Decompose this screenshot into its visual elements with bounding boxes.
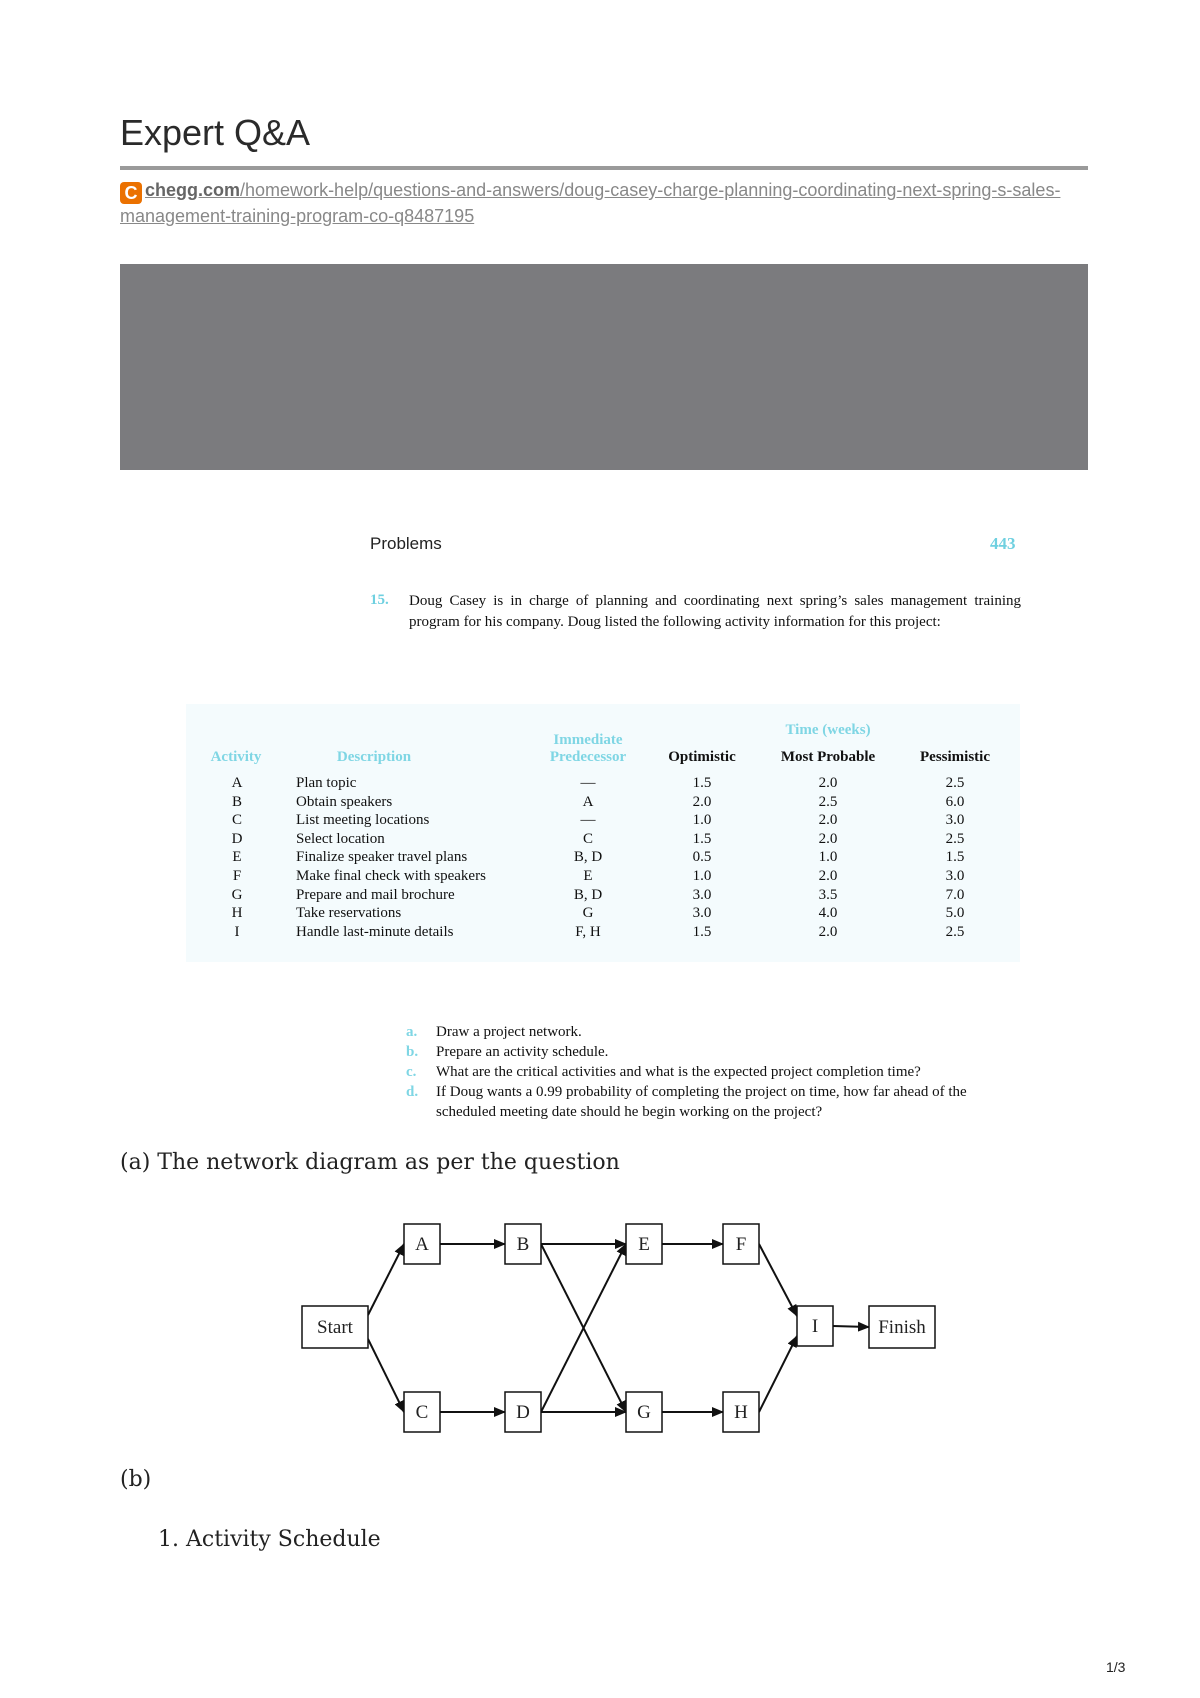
question-text: Prepare an activity schedule. xyxy=(436,1044,609,1060)
table-cell-description: Obtain speakers xyxy=(296,793,393,810)
col-header-time-group: Time (weeks) xyxy=(785,722,871,738)
table-cell-optimistic: 1.0 xyxy=(692,812,712,829)
problem-text: Doug Casey is in charge of planning and coordinating next spring’s sales management training program for his company. Doug listed the following activity information for this project: xyxy=(409,593,1021,630)
node-label: A xyxy=(415,1234,429,1255)
table-cell-most-probable: 2.0 xyxy=(818,830,838,847)
table-cell-optimistic: 2.0 xyxy=(692,793,712,810)
table-cell-most-probable: 2.0 xyxy=(818,812,838,829)
table-cell-optimistic: 1.5 xyxy=(692,775,712,791)
table-cell-predecessor: B, D xyxy=(573,886,603,903)
page-indicator: 1/3 xyxy=(1106,1659,1126,1675)
col-header-predecessor-line1: Immediate xyxy=(553,732,623,748)
table-cell-most-probable: 3.5 xyxy=(818,886,838,903)
table-cell-predecessor: F, H xyxy=(575,923,601,940)
table-cell-description: Prepare and mail brochure xyxy=(296,886,455,903)
part-a-heading: (a) The network diagram as per the question xyxy=(120,1150,620,1175)
table-cell-activity: G xyxy=(231,886,243,903)
table-cell-predecessor: — xyxy=(580,775,596,791)
table-cell-predecessor: A xyxy=(582,793,594,810)
scan-page-number: 443 xyxy=(990,534,1016,553)
node-c xyxy=(404,1392,440,1432)
node-label: H xyxy=(734,1402,748,1423)
table-cell-pessimistic: 3.0 xyxy=(945,867,965,884)
chegg-icon: C xyxy=(120,182,142,204)
table-cell-activity: I xyxy=(234,923,240,940)
table-cell-most-probable: 2.5 xyxy=(818,793,838,810)
table-cell-description: Handle last-minute details xyxy=(296,923,454,940)
source-path: /homework-help/questions-and-answers/doug-casey-charge-planning-coordinating-next-spring-s-sales-management-training-program-co-q8487195 xyxy=(120,180,1061,226)
table-cell-activity: H xyxy=(231,905,243,922)
col-header-predecessor-line2: Predecessor xyxy=(549,749,627,765)
table-cell-optimistic: 3.0 xyxy=(692,886,712,903)
node-label: Start xyxy=(317,1317,353,1338)
table-cell-most-probable: 2.0 xyxy=(818,923,838,940)
table-cell-pessimistic: 5.0 xyxy=(945,905,965,922)
table-cell-description: Select location xyxy=(296,830,385,847)
table-cell-optimistic: 1.5 xyxy=(692,830,712,847)
node-label: B xyxy=(516,1234,530,1255)
part-b-heading: (b) xyxy=(120,1467,152,1492)
table-cell-description: List meeting locations xyxy=(296,812,430,829)
table-cell-predecessor: G xyxy=(582,905,594,922)
table-cell-most-probable: 2.0 xyxy=(818,775,838,791)
node-i xyxy=(797,1306,833,1346)
node-start xyxy=(302,1306,368,1348)
node-label: F xyxy=(735,1234,747,1255)
question-letter: a. xyxy=(406,1024,418,1040)
table-cell-pessimistic: 1.5 xyxy=(945,849,965,866)
table-cell-predecessor: B, D xyxy=(573,849,603,866)
table-cell-description: Finalize speaker travel plans xyxy=(296,849,468,866)
col-header-description: Description xyxy=(336,749,412,765)
activity-schedule-heading: 1. Activity Schedule xyxy=(158,1527,381,1552)
page-title: Expert Q&A xyxy=(120,112,311,153)
table-cell-predecessor: E xyxy=(583,867,593,884)
table-cell-optimistic: 1.5 xyxy=(692,923,712,940)
table-cell-most-probable: 4.0 xyxy=(818,905,838,922)
table-cell-pessimistic: 2.5 xyxy=(945,775,965,791)
node-d xyxy=(505,1392,541,1432)
node-label: E xyxy=(638,1234,650,1255)
col-header-optimistic: Optimistic xyxy=(668,749,736,765)
table-cell-activity: F xyxy=(232,867,242,884)
node-label: D xyxy=(516,1402,530,1423)
table-cell-optimistic: 1.0 xyxy=(692,867,712,884)
edge-start-to-a xyxy=(368,1244,404,1315)
table-cell-predecessor: — xyxy=(580,812,596,829)
node-h xyxy=(723,1392,759,1432)
table-cell-most-probable: 1.0 xyxy=(818,849,838,866)
table-cell-activity: D xyxy=(231,830,243,847)
scan-section-label: Problems xyxy=(370,534,442,553)
table-cell-activity: E xyxy=(232,849,242,866)
problem-number: 15. xyxy=(370,592,389,608)
node-label: I xyxy=(811,1316,819,1337)
question-text: If Doug wants a 0.99 probability of completing the project on time, how far ahead of the scheduled meeting date should he begin working on the project? xyxy=(436,1084,967,1120)
col-header-activity: Activity xyxy=(210,749,262,765)
node-e xyxy=(626,1224,662,1264)
table-cell-pessimistic: 3.0 xyxy=(945,812,965,829)
table-cell-description: Take reservations xyxy=(296,905,402,922)
node-finish xyxy=(869,1306,935,1348)
table-cell-activity: C xyxy=(231,812,242,829)
source-domain: chegg.com xyxy=(145,180,241,200)
node-g xyxy=(626,1392,662,1432)
node-label: G xyxy=(637,1402,651,1423)
table-cell-pessimistic: 6.0 xyxy=(945,793,965,810)
edge-h-to-i xyxy=(759,1336,797,1412)
table-cell-pessimistic: 7.0 xyxy=(945,886,965,903)
question-text: Draw a project network. xyxy=(436,1024,582,1040)
table-cell-activity: A xyxy=(231,775,243,791)
node-b xyxy=(505,1224,541,1264)
node-f xyxy=(723,1224,759,1264)
edge-i-to-finish xyxy=(833,1326,869,1327)
question-text: What are the critical activities and what is the expected project completion time? xyxy=(436,1064,921,1080)
col-header-most-probable: Most Probable xyxy=(780,749,876,765)
question-letter: b. xyxy=(406,1044,419,1060)
col-header-pessimistic: Pessimistic xyxy=(920,749,990,765)
node-label: C xyxy=(415,1402,429,1423)
table-cell-most-probable: 2.0 xyxy=(818,867,838,884)
node-label: Finish xyxy=(878,1317,926,1338)
table-cell-description: Plan topic xyxy=(296,775,357,791)
table-cell-optimistic: 3.0 xyxy=(692,905,712,922)
node-a xyxy=(404,1224,440,1264)
table-cell-pessimistic: 2.5 xyxy=(945,923,965,940)
table-cell-activity: B xyxy=(231,793,242,810)
edge-start-to-c xyxy=(368,1339,404,1412)
table-cell-pessimistic: 2.5 xyxy=(945,830,965,847)
question-letter: c. xyxy=(406,1064,417,1080)
edge-f-to-i xyxy=(759,1244,797,1316)
question-letter: d. xyxy=(406,1084,419,1100)
table-cell-optimistic: 0.5 xyxy=(692,849,712,866)
table-cell-description: Make final check with speakers xyxy=(296,867,486,884)
table-cell-predecessor: C xyxy=(582,830,593,847)
